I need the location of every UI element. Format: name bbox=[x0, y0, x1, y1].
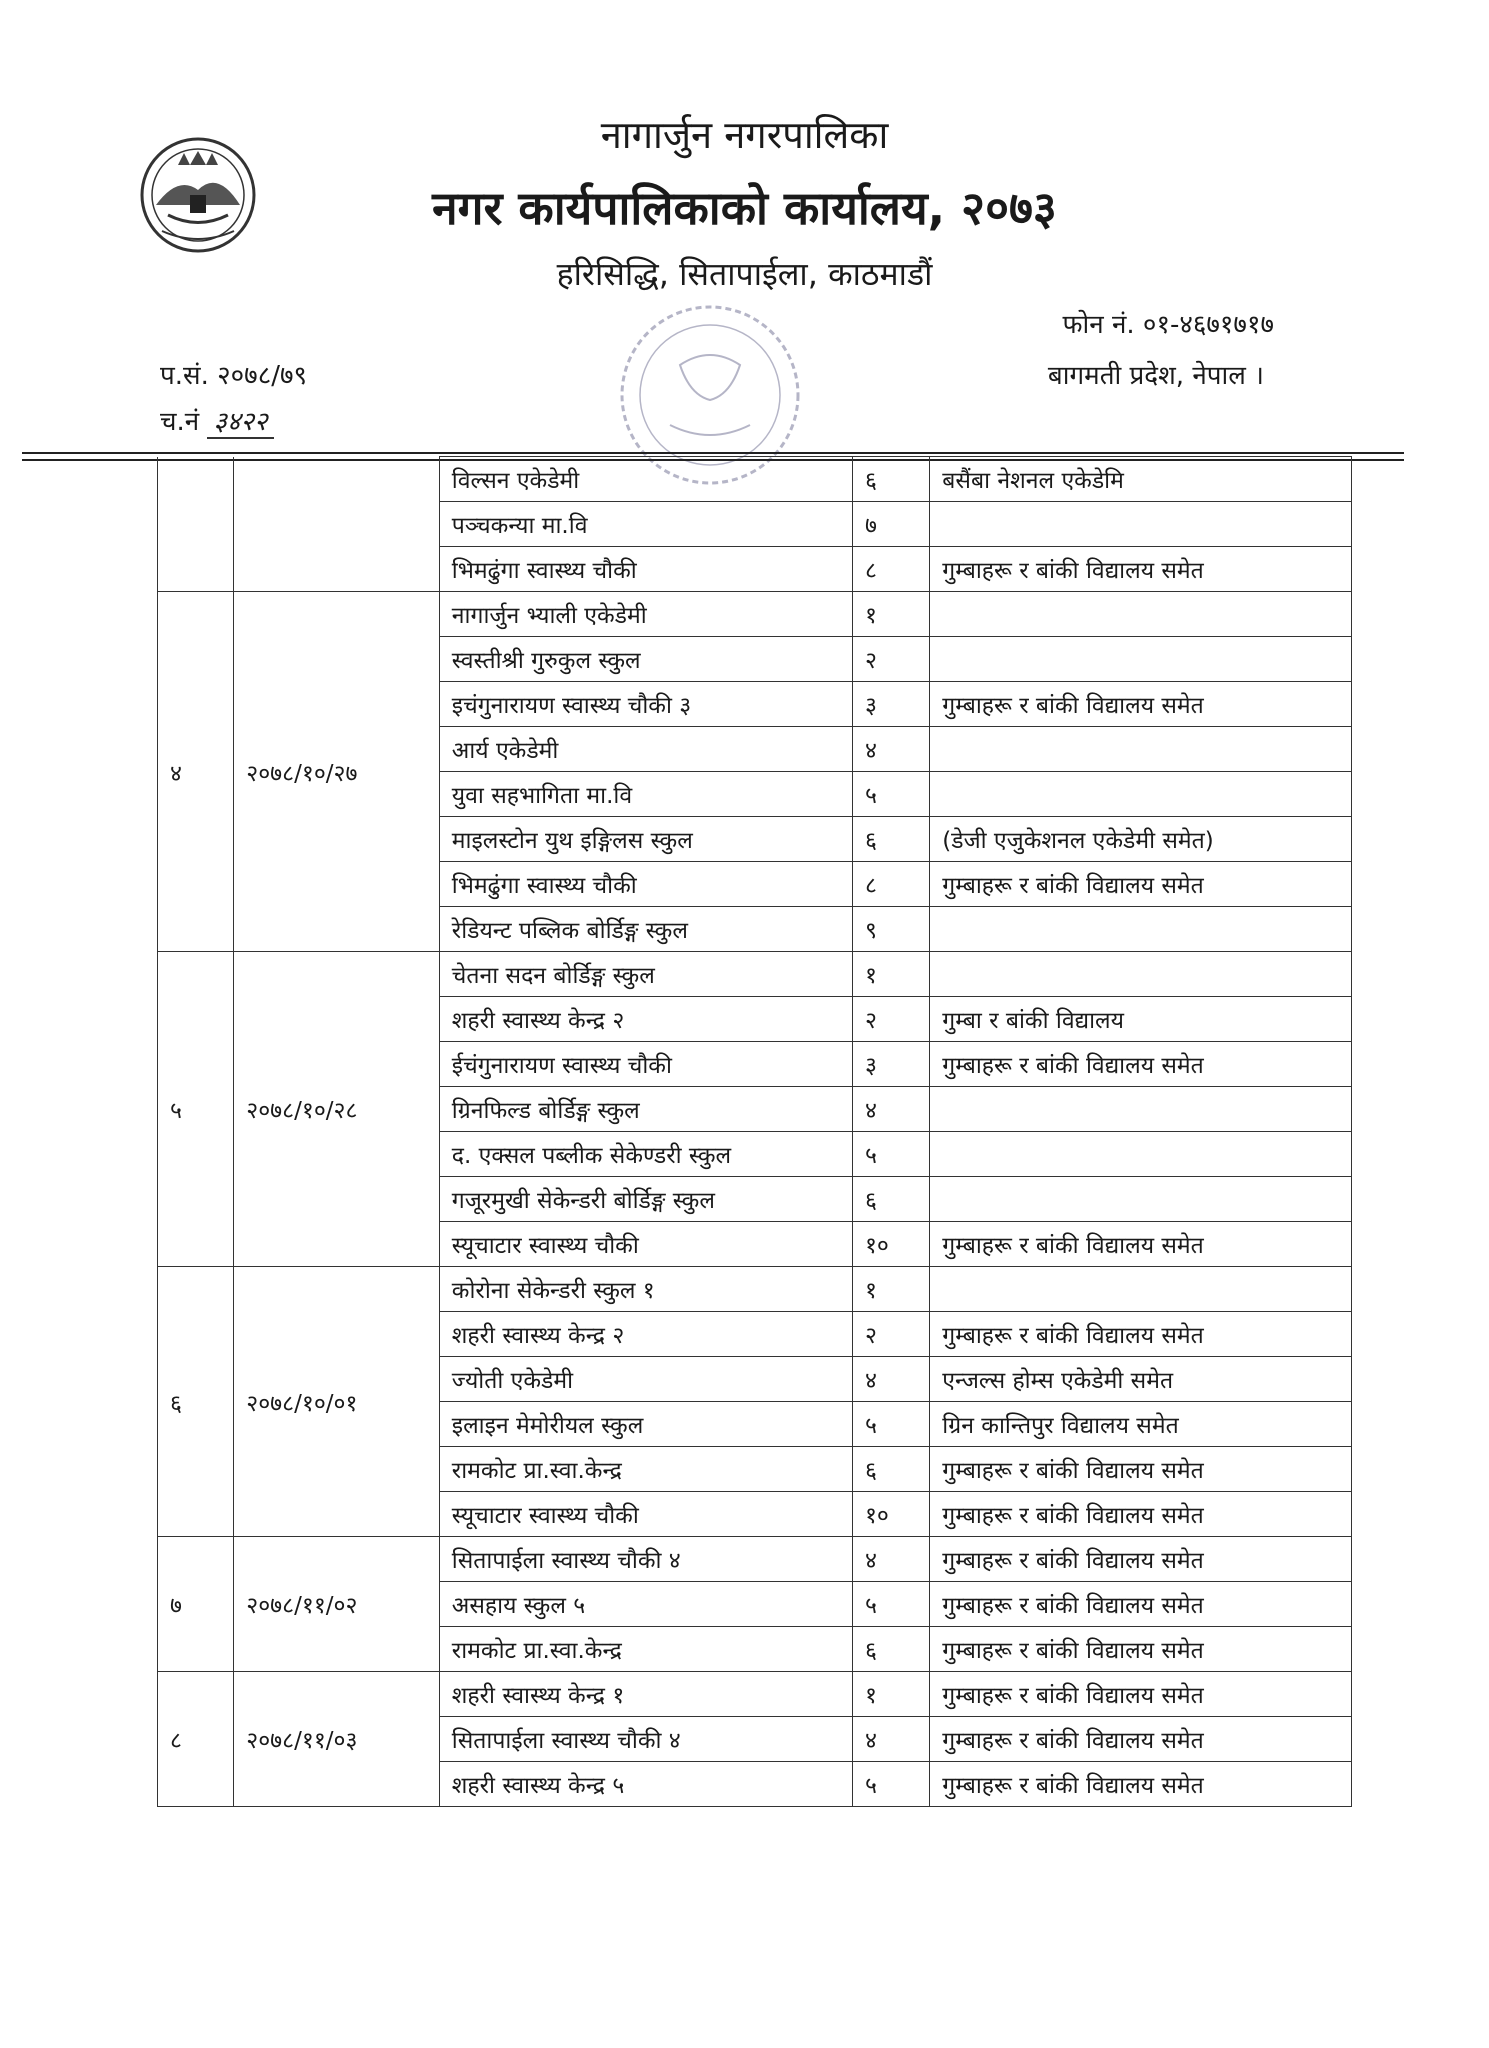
remark-cell: गुम्बाहरू र बांकी विद्यालय समेत bbox=[930, 547, 1352, 592]
reference-number: प.सं. २०७८/७९ bbox=[160, 361, 308, 391]
site-name-cell: चेतना सदन बोर्डिङ्ग स्कुल bbox=[439, 952, 852, 997]
remark-cell bbox=[930, 637, 1352, 682]
site-name-cell: रामकोट प्रा.स्वा.केन्द्र bbox=[439, 1627, 852, 1672]
site-number-cell: ५ bbox=[852, 1762, 929, 1807]
site-number-cell: १० bbox=[852, 1492, 929, 1537]
site-name-cell: आर्य एकेडेमी bbox=[439, 727, 852, 772]
site-number-cell: ५ bbox=[852, 772, 929, 817]
table-row bbox=[158, 1672, 1352, 1717]
site-number-cell: ५ bbox=[852, 1132, 929, 1177]
site-name-cell: विल्सन एकेडेमी bbox=[439, 457, 852, 502]
remark-cell: एन्जल्स होम्स एकेडेमी समेत bbox=[930, 1357, 1352, 1402]
site-name-cell: पञ्चकन्या मा.वि bbox=[439, 502, 852, 547]
site-number-cell: २ bbox=[852, 637, 929, 682]
site-name-cell: शहरी स्वास्थ्य केन्द्र १ bbox=[439, 1672, 852, 1717]
remark-cell: गुम्बाहरू र बांकी विद्यालय समेत bbox=[930, 682, 1352, 727]
office-address: हरिसिद्धि, सितापाईला, काठमाडौं bbox=[556, 255, 933, 293]
site-number-cell: ४ bbox=[852, 727, 929, 772]
site-number-cell: ६ bbox=[852, 1627, 929, 1672]
site-name-cell: भिमढुंगा स्वास्थ्य चौकी bbox=[439, 862, 852, 907]
remark-cell bbox=[930, 502, 1352, 547]
remark-cell: गुम्बाहरू र बांकी विद्यालय समेत bbox=[930, 1042, 1352, 1087]
site-name-cell: द. एक्सल पब्लीक सेकेण्डरी स्कुल bbox=[439, 1132, 852, 1177]
remark-cell bbox=[930, 907, 1352, 952]
site-number-cell: ४ bbox=[852, 1357, 929, 1402]
remark-cell: गुम्बाहरू र बांकी विद्यालय समेत bbox=[930, 1762, 1352, 1807]
remark-cell: बसैंबा नेशनल एकेडेमि bbox=[930, 457, 1352, 502]
site-name-cell: ज्योती एकेडेमी bbox=[439, 1357, 852, 1402]
remark-cell bbox=[930, 1177, 1352, 1222]
date-cell: २०७८/१०/२८ bbox=[234, 952, 440, 1267]
site-name-cell: भिमढुंगा स्वास्थ्य चौकी bbox=[439, 547, 852, 592]
date-cell: २०७८/१०/२७ bbox=[234, 592, 440, 952]
remark-cell bbox=[930, 727, 1352, 772]
site-number-cell: ३ bbox=[852, 1042, 929, 1087]
serial-number-cell: ७ bbox=[158, 1537, 234, 1672]
site-number-cell: ६ bbox=[852, 1177, 929, 1222]
remark-cell: गुम्बाहरू र बांकी विद्यालय समेत bbox=[930, 862, 1352, 907]
remark-cell: गुम्बाहरू र बांकी विद्यालय समेत bbox=[930, 1672, 1352, 1717]
site-name-cell: कोरोना सेकेन्डरी स्कुल १ bbox=[439, 1267, 852, 1312]
site-name-cell: स्यूचाटार स्वास्थ्य चौकी bbox=[439, 1222, 852, 1267]
serial-number-cell bbox=[158, 457, 234, 592]
site-name-cell: ईचंगुनारायण स्वास्थ्य चौकी bbox=[439, 1042, 852, 1087]
site-name-cell: सितापाईला स्वास्थ्य चौकी ४ bbox=[439, 1717, 852, 1762]
remark-cell bbox=[930, 1132, 1352, 1177]
dispatch-value: ३४२२ bbox=[207, 407, 273, 439]
table-row bbox=[158, 457, 1352, 502]
site-number-cell: ६ bbox=[852, 457, 929, 502]
site-name-cell: रामकोट प्रा.स्वा.केन्द्र bbox=[439, 1447, 852, 1492]
remark-cell: गुम्बाहरू र बांकी विद्यालय समेत bbox=[930, 1537, 1352, 1582]
remark-cell: ग्रिन कान्तिपुर विद्यालय समेत bbox=[930, 1402, 1352, 1447]
province-name: बागमती प्रदेश, नेपाल । bbox=[1047, 361, 1264, 391]
remark-cell: गुम्बाहरू र बांकी विद्यालय समेत bbox=[930, 1312, 1352, 1357]
site-name-cell: नागार्जुन भ्याली एकेडेमी bbox=[439, 592, 852, 637]
table-row bbox=[158, 592, 1352, 637]
site-name-cell: शहरी स्वास्थ्य केन्द्र २ bbox=[439, 1312, 852, 1357]
site-name-cell: स्वस्तीश्री गुरुकुल स्कुल bbox=[439, 637, 852, 682]
site-number-cell: ६ bbox=[852, 817, 929, 862]
site-name-cell: रेडियन्ट पब्लिक बोर्डिङ्ग स्कुल bbox=[439, 907, 852, 952]
site-number-cell: १ bbox=[852, 952, 929, 997]
site-name-cell: शहरी स्वास्थ्य केन्द्र २ bbox=[439, 997, 852, 1042]
site-number-cell: ४ bbox=[852, 1087, 929, 1132]
site-name-cell: इचंगुनारायण स्वास्थ्य चौकी ३ bbox=[439, 682, 852, 727]
site-name-cell: युवा सहभागिता मा.वि bbox=[439, 772, 852, 817]
site-name-cell: असहाय स्कुल ५ bbox=[439, 1582, 852, 1627]
site-name-cell: इलाइन मेमोरीयल स्कुल bbox=[439, 1402, 852, 1447]
remark-cell: गुम्बाहरू र बांकी विद्यालय समेत bbox=[930, 1627, 1352, 1672]
site-number-cell: ८ bbox=[852, 862, 929, 907]
remark-cell bbox=[930, 952, 1352, 997]
remark-cell: गुम्बा र बांकी विद्यालय bbox=[930, 997, 1352, 1042]
site-number-cell: ४ bbox=[852, 1537, 929, 1582]
site-number-cell: ७ bbox=[852, 502, 929, 547]
remark-cell: गुम्बाहरू र बांकी विद्यालय समेत bbox=[930, 1717, 1352, 1762]
remark-cell: गुम्बाहरू र बांकी विद्यालय समेत bbox=[930, 1222, 1352, 1267]
remark-cell bbox=[930, 1267, 1352, 1312]
site-name-cell: गजूरमुखी सेकेन्डरी बोर्डिङ्ग स्कुल bbox=[439, 1177, 852, 1222]
site-number-cell: १ bbox=[852, 592, 929, 637]
site-name-cell: शहरी स्वास्थ्य केन्द्र ५ bbox=[439, 1762, 852, 1807]
remark-cell: गुम्बाहरू र बांकी विद्यालय समेत bbox=[930, 1492, 1352, 1537]
site-number-cell: ५ bbox=[852, 1402, 929, 1447]
serial-number-cell: ५ bbox=[158, 952, 234, 1267]
site-number-cell: २ bbox=[852, 1312, 929, 1357]
site-number-cell: ६ bbox=[852, 1447, 929, 1492]
remark-cell bbox=[930, 592, 1352, 637]
table-row bbox=[158, 1537, 1352, 1582]
site-number-cell: ३ bbox=[852, 682, 929, 727]
site-name-cell: माइलस्टोन युथ इङ्गिलस स्कुल bbox=[439, 817, 852, 862]
serial-number-cell: ८ bbox=[158, 1672, 234, 1807]
site-name-cell: सितापाईला स्वास्थ्य चौकी ४ bbox=[439, 1537, 852, 1582]
site-number-cell: ८ bbox=[852, 547, 929, 592]
site-number-cell: २ bbox=[852, 997, 929, 1042]
site-name-cell: ग्रिनफिल्ड बोर्डिङ्ग स्कुल bbox=[439, 1087, 852, 1132]
dispatch-number bbox=[160, 402, 274, 438]
remark-cell: गुम्बाहरू र बांकी विद्यालय समेत bbox=[930, 1447, 1352, 1492]
dispatch-label: च.नं bbox=[160, 407, 200, 437]
remark-cell: गुम्बाहरू र बांकी विद्यालय समेत bbox=[930, 1582, 1352, 1627]
remark-cell bbox=[930, 1087, 1352, 1132]
phone-number: फोन नं. ०१-४६७१७१७ bbox=[1062, 310, 1274, 340]
table-row bbox=[158, 1267, 1352, 1312]
site-number-cell: १० bbox=[852, 1222, 929, 1267]
serial-number-cell: ४ bbox=[158, 592, 234, 952]
site-number-cell: ४ bbox=[852, 1717, 929, 1762]
site-number-cell: १ bbox=[852, 1672, 929, 1717]
remark-cell bbox=[930, 772, 1352, 817]
site-number-cell: ५ bbox=[852, 1582, 929, 1627]
municipality-name: नागार्जुन नगरपालिका bbox=[600, 113, 889, 157]
date-cell: २०७८/११/०२ bbox=[234, 1537, 440, 1672]
serial-number-cell: ६ bbox=[158, 1267, 234, 1537]
header-divider bbox=[22, 452, 1404, 454]
table-row bbox=[158, 952, 1352, 997]
date-cell: २०७८/११/०३ bbox=[234, 1672, 440, 1807]
site-number-cell: १ bbox=[852, 1267, 929, 1312]
date-cell bbox=[234, 457, 440, 592]
site-name-cell: स्यूचाटार स्वास्थ्य चौकी bbox=[439, 1492, 852, 1537]
date-cell: २०७८/१०/०१ bbox=[234, 1267, 440, 1537]
office-title: नगर कार्यपालिकाको कार्यालय, २०७३ bbox=[432, 181, 1057, 235]
remark-cell: (डेजी एजुकेशनल एकेडेमी समेत) bbox=[930, 817, 1352, 862]
schedule-table bbox=[157, 456, 1352, 1807]
site-number-cell: ९ bbox=[852, 907, 929, 952]
